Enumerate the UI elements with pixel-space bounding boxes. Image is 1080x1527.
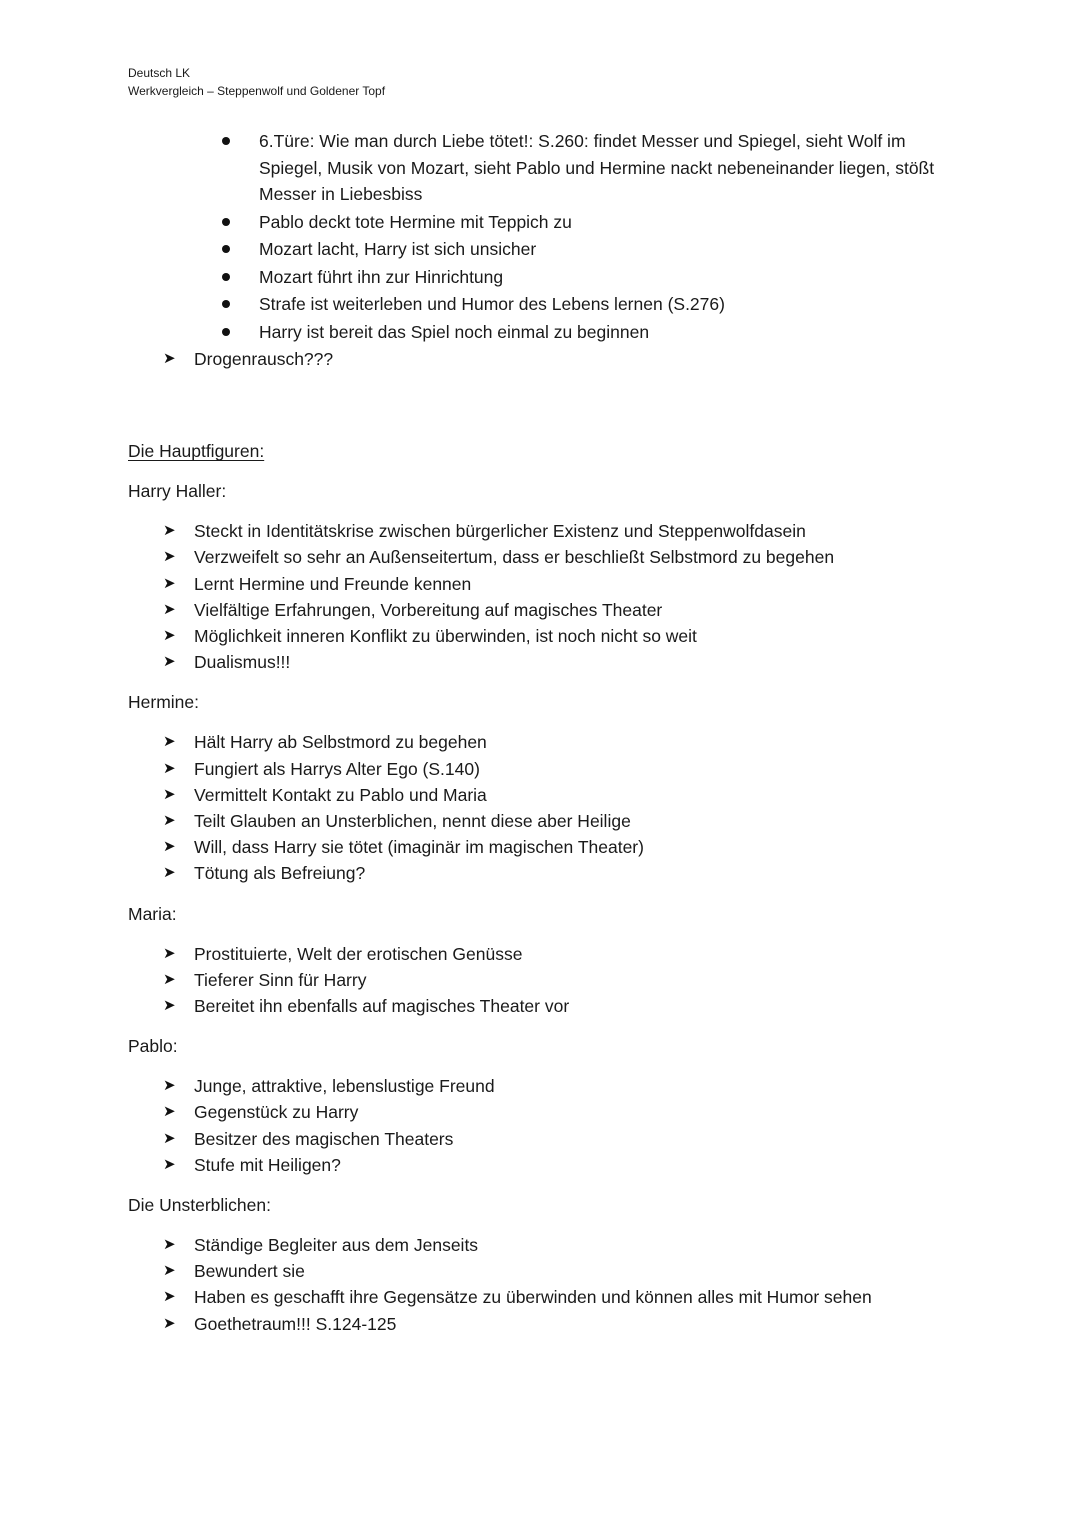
list-item: ➤ Bewundert sie xyxy=(163,1258,968,1284)
list-item: ➤ Tieferer Sinn für Harry xyxy=(163,967,968,993)
list-item: ➤ Lernt Hermine und Freunde kennen xyxy=(163,571,968,597)
list-item: Mozart lacht, Harry ist sich unsicher xyxy=(222,236,968,263)
list-item: ➤ Haben es geschafft ihre Gegensätze zu überwinden und können alles mit Humor sehen xyxy=(163,1284,968,1310)
list-item: ➤ Bereitet ihn ebenfalls auf magisches Theater vor xyxy=(163,993,968,1019)
page-header xyxy=(128,64,385,100)
character-points-harry xyxy=(163,518,968,675)
list-item: ➤ Ständige Begleiter aus dem Jenseits xyxy=(163,1232,968,1258)
list-item: ➤ Dualismus!!! xyxy=(163,649,968,675)
character-points-unsterblichen xyxy=(163,1232,968,1337)
header-course: Deutsch LK xyxy=(128,66,191,80)
list-item: Mozart führt ihn zur Hinrichtung xyxy=(222,264,968,291)
list-item: ➤ Möglichkeit inneren Konflikt zu überwinden, ist noch nicht so weit xyxy=(163,623,968,649)
character-points-pablo xyxy=(163,1073,968,1178)
arrow-bullet-icon: ➤ xyxy=(163,812,176,830)
arrow-bullet-icon: ➤ xyxy=(163,785,176,803)
list-item: ➤ Tötung als Befreiung? xyxy=(163,860,968,886)
list-item: ➤ Junge, attraktive, lebenslustige Freund xyxy=(163,1073,968,1099)
list-item: ➤ Drogenrausch??? xyxy=(163,346,968,372)
header-subject: Werkvergleich – Steppenwolf und Goldener Topf xyxy=(128,84,386,98)
bullet-dot-icon xyxy=(222,245,230,253)
arrow-bullet-icon: ➤ xyxy=(163,838,176,856)
arrow-bullet-icon: ➤ xyxy=(163,970,176,988)
list-item: ➤ Stufe mit Heiligen? xyxy=(163,1152,968,1178)
list-item: ➤ Vermittelt Kontakt zu Pablo und Maria xyxy=(163,782,968,808)
character-name-harry: Harry Haller: xyxy=(128,481,227,502)
arrow-bullet-icon: ➤ xyxy=(163,1288,176,1306)
list-item: Strafe ist weiterleben und Humor des Lebens lernen (S.276) xyxy=(222,291,968,318)
drug-note-list xyxy=(163,346,968,372)
arrow-bullet-icon: ➤ xyxy=(163,1077,176,1095)
list-item: ➤ Hält Harry ab Selbstmord zu begehen xyxy=(163,729,968,755)
section-title: Die Hauptfiguren: xyxy=(128,441,265,462)
character-name-hermine: Hermine: xyxy=(128,692,199,713)
document-body xyxy=(128,128,968,1337)
list-item: ➤ Vielfältige Erfahrungen, Vorbereitung auf magisches Theater xyxy=(163,597,968,623)
arrow-bullet-icon: ➤ xyxy=(163,944,176,962)
bullet-dot-icon xyxy=(222,137,230,145)
arrow-bullet-icon: ➤ xyxy=(163,864,176,882)
arrow-bullet-icon: ➤ xyxy=(163,1129,176,1147)
character-name-pablo: Pablo: xyxy=(128,1036,178,1057)
list-item: ➤ Besitzer des magischen Theaters xyxy=(163,1126,968,1152)
list-item: ➤ Steckt in Identitätskrise zwischen bürgerlicher Existenz und Steppenwolfdasein xyxy=(163,518,968,544)
character-points-hermine xyxy=(163,729,968,886)
list-item: ➤ Teilt Glauben an Unsterblichen, nennt diese aber Heilige xyxy=(163,808,968,834)
arrow-bullet-icon: ➤ xyxy=(163,600,176,618)
bullet-dot-icon xyxy=(222,218,230,226)
character-name-unsterblichen: Die Unsterblichen: xyxy=(128,1195,271,1216)
arrow-bullet-icon: ➤ xyxy=(163,1314,176,1332)
list-item: ➤ Verzweifelt so sehr an Außenseitertum, dass er beschließt Selbstmord zu begehen xyxy=(163,544,968,570)
list-item: ➤ Prostituierte, Welt der erotischen Genüsse xyxy=(163,941,968,967)
arrow-bullet-icon: ➤ xyxy=(163,1236,176,1254)
arrow-bullet-icon: ➤ xyxy=(163,548,176,566)
arrow-bullet-icon: ➤ xyxy=(163,997,176,1015)
arrow-bullet-icon: ➤ xyxy=(163,1103,176,1121)
bullet-dot-icon xyxy=(222,328,230,336)
list-item: ➤ Goethetraum!!! S.124-125 xyxy=(163,1311,968,1337)
arrow-bullet-icon: ➤ xyxy=(163,1262,176,1280)
list-item: ➤ Gegenstück zu Harry xyxy=(163,1099,968,1125)
list-item: ➤ Fungiert als Harrys Alter Ego (S.140) xyxy=(163,756,968,782)
list-item: ➤ Will, dass Harry sie tötet (imaginär im magischen Theater) xyxy=(163,834,968,860)
character-points-maria xyxy=(163,941,968,1020)
bullet-dot-icon xyxy=(222,300,230,308)
arrow-bullet-icon: ➤ xyxy=(163,1155,176,1173)
arrow-bullet-icon: ➤ xyxy=(163,653,176,671)
door-notes-list xyxy=(222,128,968,345)
character-name-maria: Maria: xyxy=(128,903,177,924)
arrow-bullet-icon: ➤ xyxy=(163,733,176,751)
list-item: Harry ist bereit das Spiel noch einmal zu beginnen xyxy=(222,319,968,346)
arrow-bullet-icon: ➤ xyxy=(163,627,176,645)
arrow-bullet-icon: ➤ xyxy=(163,574,176,592)
list-item: 6.Türe: Wie man durch Liebe tötet!: S.260: findet Messer und Spiegel, sieht Wolf im Spiegel, Musik von Mozart, sieht Pablo und Hermine nackt nebeneinander liegen, stößt Messer in Liebesbiss xyxy=(222,128,968,208)
arrow-bullet-icon: ➤ xyxy=(163,350,176,367)
arrow-bullet-icon: ➤ xyxy=(163,522,176,540)
arrow-bullet-icon: ➤ xyxy=(163,759,176,777)
list-item: Pablo deckt tote Hermine mit Teppich zu xyxy=(222,209,968,236)
bullet-dot-icon xyxy=(222,273,230,281)
